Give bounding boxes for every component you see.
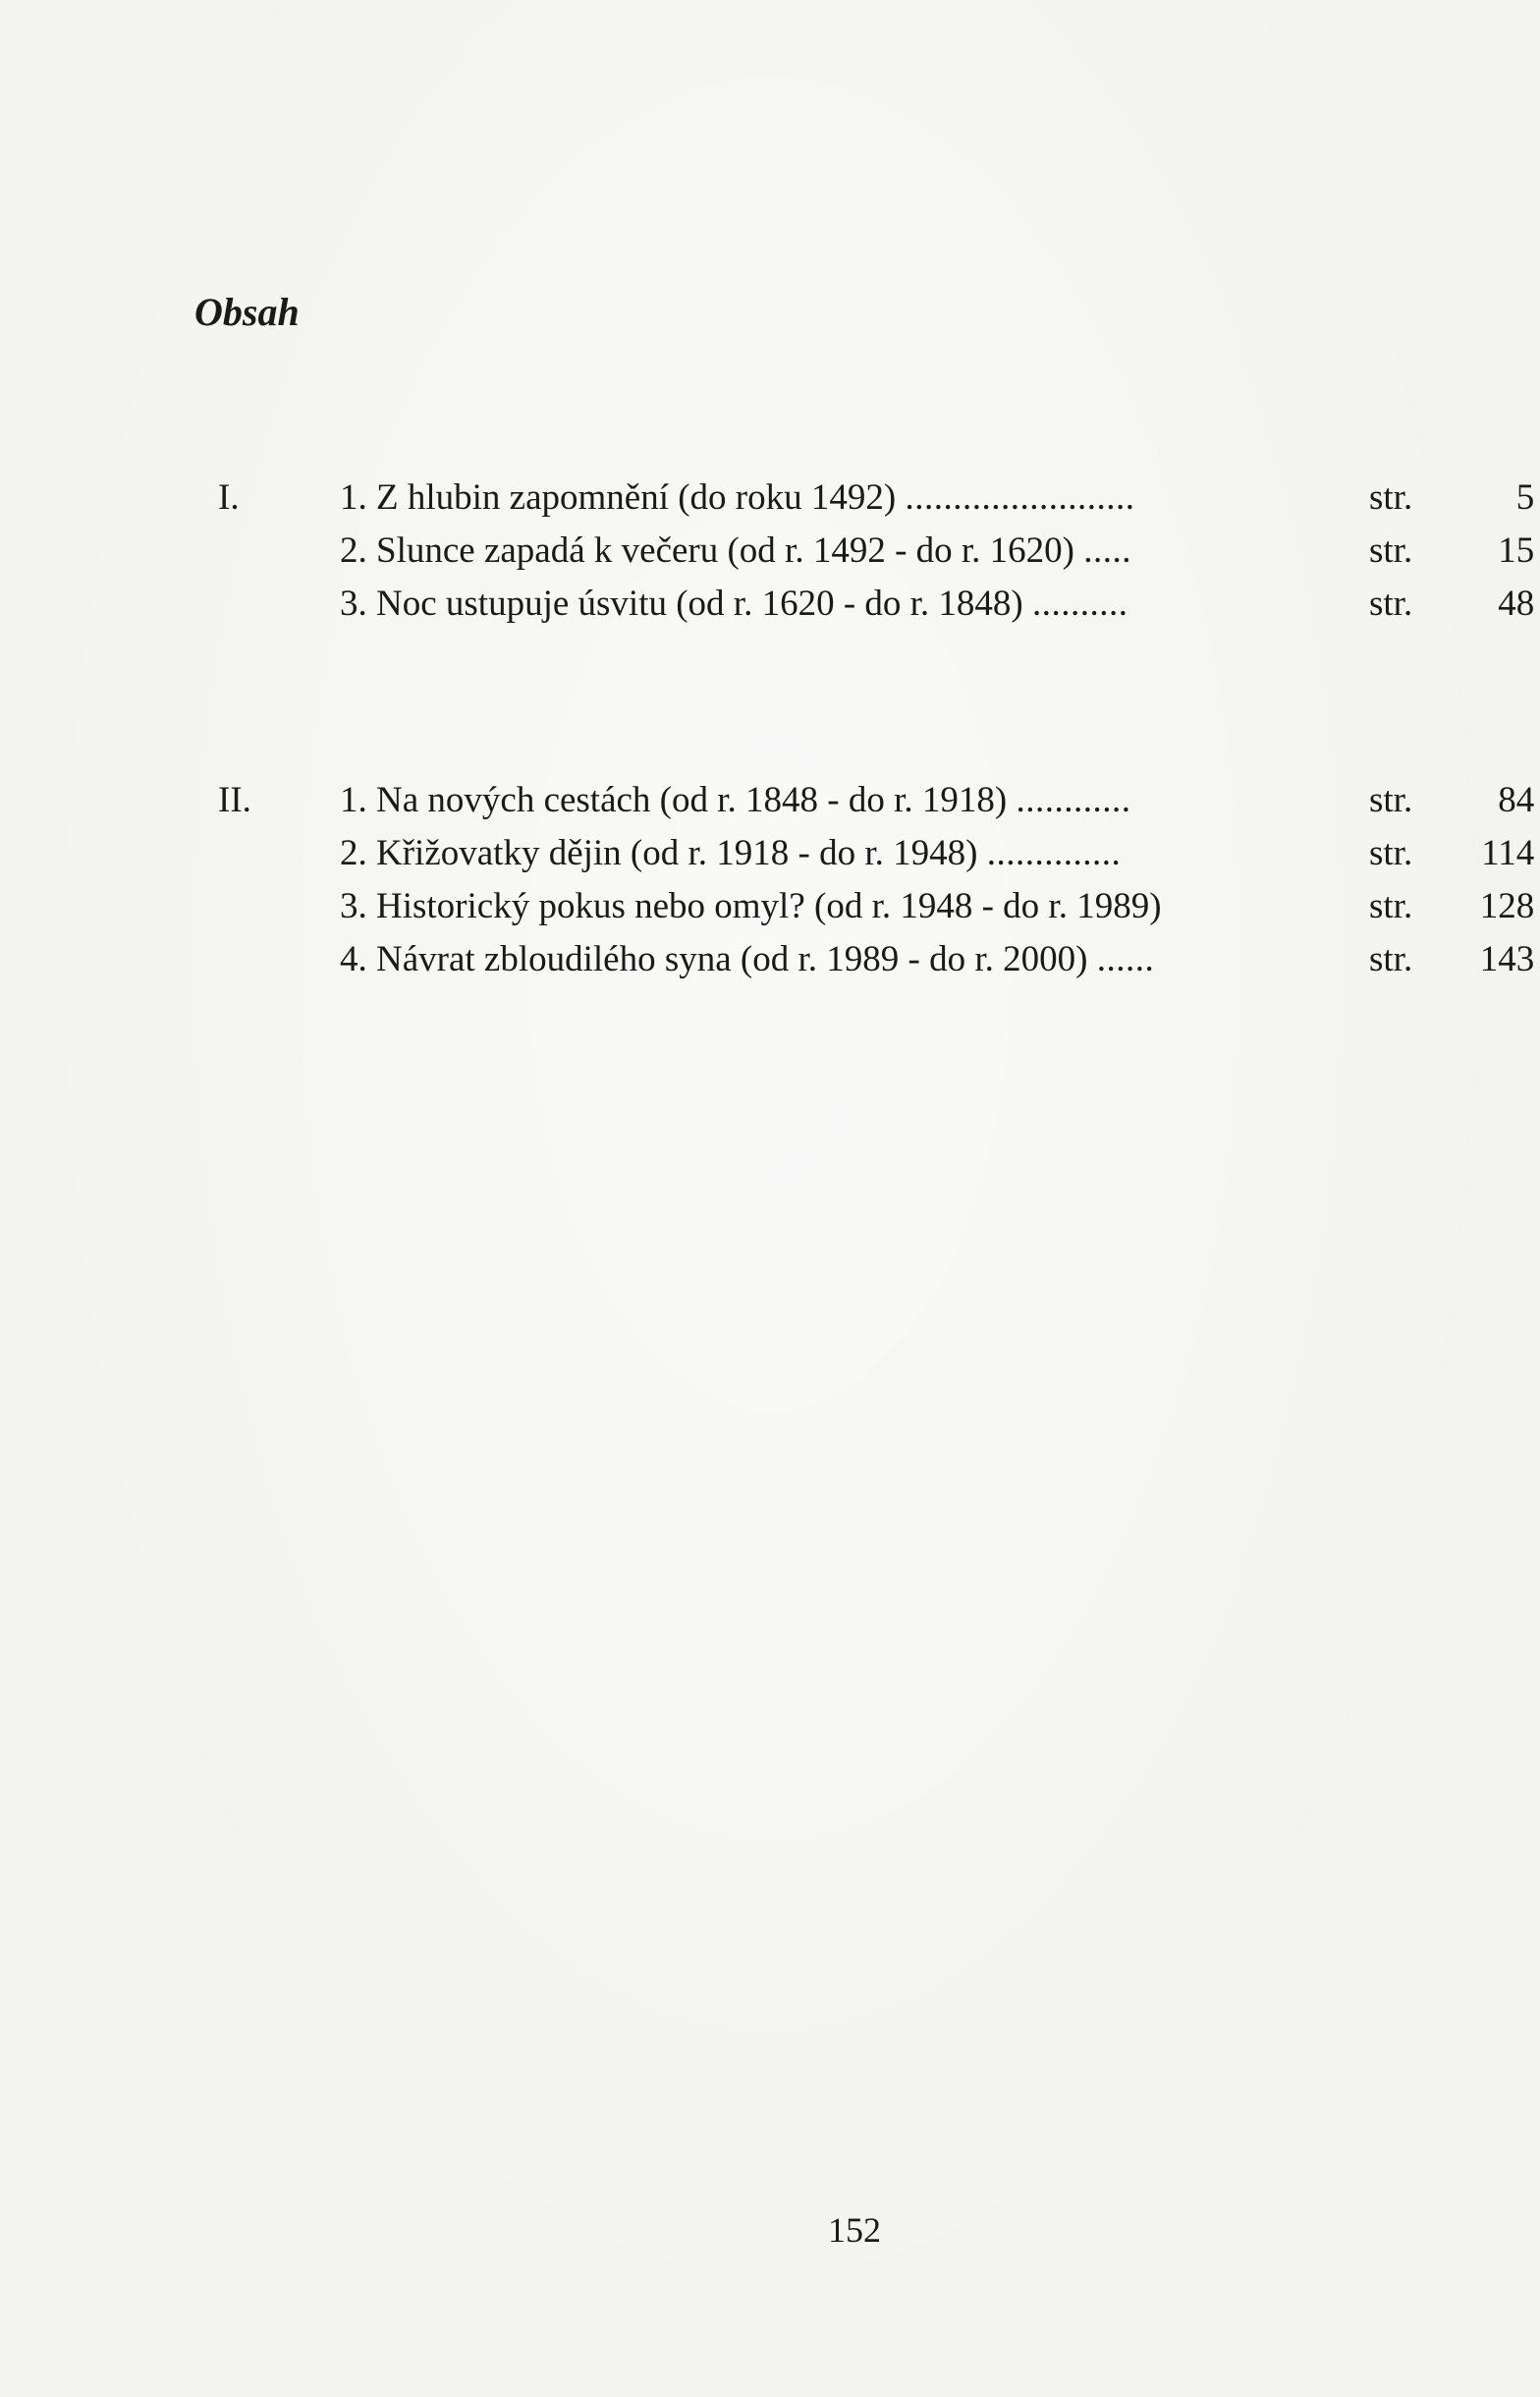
- toc-entry: [340, 578, 1128, 630]
- page-ref-label: str.: [1369, 886, 1413, 926]
- page-number: 152: [828, 2210, 881, 2250]
- toc-entry: [340, 827, 1121, 879]
- toc-entry: [340, 472, 1134, 524]
- page-ref-number: 114: [1481, 833, 1535, 873]
- toc-entry: [340, 774, 1130, 826]
- page-ref-number: 143: [1479, 939, 1535, 979]
- leader-dots: ..........: [1032, 584, 1128, 624]
- contents-heading: Obsah: [194, 290, 300, 334]
- toc-entry: [340, 880, 1162, 932]
- entry-page-ref: [1369, 472, 1534, 524]
- page-ref-number: 48: [1498, 584, 1535, 624]
- leader-dots: ............: [1016, 780, 1131, 820]
- leader-dots: .....: [1083, 530, 1132, 571]
- page-ref-label: str.: [1369, 939, 1413, 979]
- entry-page-ref: [1369, 525, 1534, 577]
- page-ref-label: str.: [1369, 833, 1413, 873]
- entry-title: 3. Historický pokus nebo omyl? (od r. 1948 - do r. 1989): [340, 886, 1162, 926]
- entry-title: 2. Křižovatky dějin (od r. 1918 - do r. 1948): [340, 833, 978, 873]
- entry-title: 4. Návrat zbloudilého syna (od r. 1989 - do r. 2000): [340, 939, 1088, 979]
- page-ref-label: str.: [1369, 780, 1413, 820]
- page-ref-number: 15: [1498, 530, 1535, 571]
- leader-dots: ..............: [986, 833, 1122, 873]
- page-ref-number: 128: [1479, 886, 1535, 926]
- part-label: II.: [218, 780, 251, 820]
- page-ref-label: str.: [1369, 477, 1413, 518]
- entry-title: 2. Slunce zapadá k večeru (od r. 1492 - do r. 1620): [340, 530, 1075, 571]
- entry-page-ref: [1369, 578, 1534, 630]
- entry-page-ref: [1369, 774, 1534, 826]
- leader-dots: ........................: [905, 477, 1135, 518]
- part-label: I.: [218, 477, 240, 518]
- toc-entry: [340, 525, 1131, 577]
- entry-title: 3. Noc ustupuje úsvitu (od r. 1620 - do r. 1848): [340, 584, 1023, 624]
- entry-page-ref: [1369, 880, 1534, 932]
- page-ref-label: str.: [1369, 530, 1413, 571]
- toc-entry: [340, 933, 1154, 985]
- entry-title: 1. Na nových cestách (od r. 1848 - do r. 1918): [340, 780, 1008, 820]
- entry-page-ref: [1369, 827, 1534, 879]
- page-ref-label: str.: [1369, 584, 1413, 624]
- leader-dots: ......: [1096, 939, 1155, 979]
- entry-page-ref: [1369, 933, 1534, 985]
- entry-title: 1. Z hlubin zapomnění (do roku 1492): [340, 477, 897, 518]
- page-ref-number: 5: [1515, 477, 1535, 518]
- page-ref-number: 84: [1498, 780, 1535, 820]
